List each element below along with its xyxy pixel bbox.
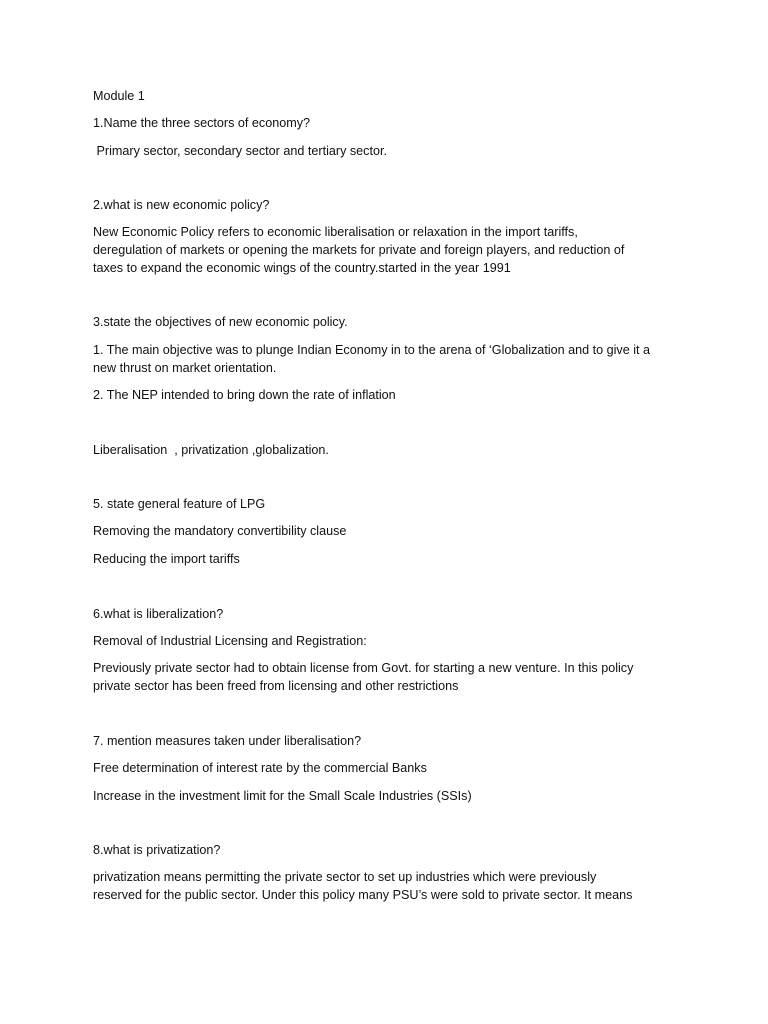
- answer-6-heading: Removal of Industrial Licensing and Registration:: [93, 634, 367, 648]
- answer-1: Primary sector, secondary sector and tertiary sector.: [93, 144, 387, 158]
- answer-6-line: private sector has been freed from licensing and other restrictions: [93, 679, 459, 693]
- lpg-answer: Liberalisation , privatization ,globalization.: [93, 443, 329, 457]
- answer-8-body: [93, 868, 683, 904]
- answer-7-point-2: Increase in the investment limit for the Small Scale Industries (SSIs): [93, 789, 472, 803]
- answer-6-line: Previously private sector had to obtain license from Govt. for starting a new venture. In this policy: [93, 661, 634, 675]
- answer-7-point-1: Free determination of interest rate by the commercial Banks: [93, 761, 427, 775]
- answer-2-line: taxes to expand the economic wings of the country.started in the year 1991: [93, 261, 511, 275]
- question-5: 5. state general feature of LPG: [93, 497, 266, 511]
- question-1: 1.Name the three sectors of economy?: [93, 116, 311, 130]
- question-3: 3.state the objectives of new economic policy.: [93, 315, 348, 329]
- question-7: 7. mention measures taken under liberalisation?: [93, 734, 362, 748]
- question-6: 6.what is liberalization?: [93, 607, 224, 621]
- question-8: 8.what is privatization?: [93, 843, 221, 857]
- answer-6-body: [93, 659, 683, 695]
- answer-8-line: reserved for the public sector. Under this policy many PSU’s were sold to private sector. It means: [93, 888, 633, 902]
- module-title: Module 1: [93, 89, 145, 103]
- answer-2-line: deregulation of markets or opening the markets for private and foreign players, and reduction of: [93, 243, 625, 257]
- answer-5-point-2: Reducing the import tariffs: [93, 552, 240, 566]
- answer-2: [93, 223, 683, 277]
- answer-2-line: New Economic Policy refers to economic liberalisation or relaxation in the import tariffs,: [93, 225, 578, 239]
- question-2: 2.what is new economic policy?: [93, 198, 270, 212]
- answer-8-line: privatization means permitting the private sector to set up industries which were previously: [93, 870, 597, 884]
- answer-3-point-1: [93, 341, 683, 377]
- answer-3-point-2: 2. The NEP intended to bring down the rate of inflation: [93, 388, 396, 402]
- answer-5-point-1: Removing the mandatory convertibility clause: [93, 524, 347, 538]
- answer-3-line: 1. The main objective was to plunge Indian Economy in to the arena of ‘Globalization and to give it a: [93, 343, 651, 357]
- answer-3-line: new thrust on market orientation.: [93, 361, 277, 375]
